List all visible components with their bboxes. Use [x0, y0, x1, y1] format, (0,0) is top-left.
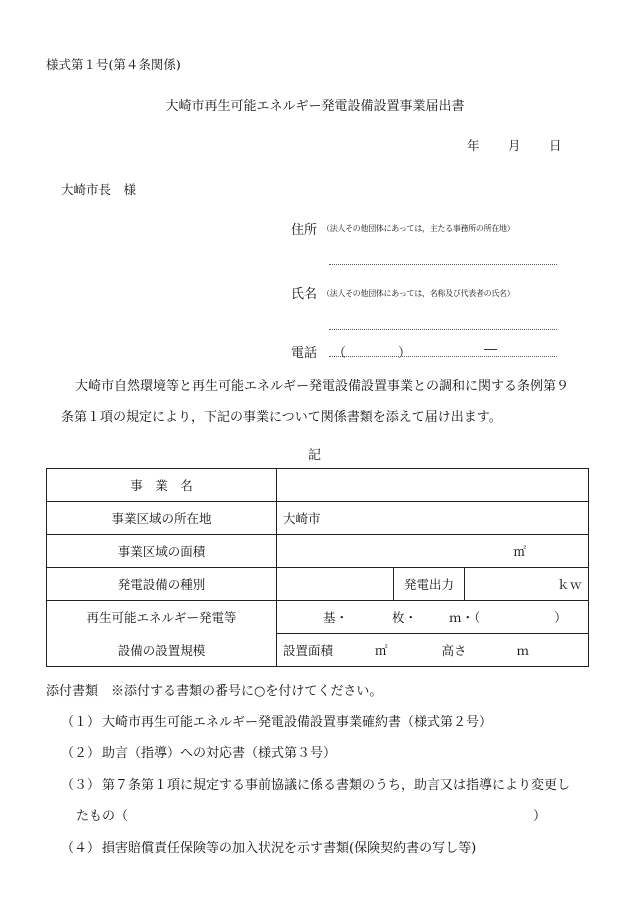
scale-m-unit: ｍ・（ [449, 610, 481, 625]
table-row [47, 601, 589, 634]
name-field[interactable] [329, 329, 557, 330]
form-number: 様式第１号(第４条関係) [46, 57, 181, 72]
equipment-type-label: 発電設備の種別 [47, 568, 277, 601]
table-row [47, 502, 589, 535]
attachment-3-number[interactable]: （３） [61, 778, 101, 793]
output-label: 発電出力 [394, 568, 465, 601]
area-label: 事業区域の面積 [47, 535, 277, 568]
address-label: 住所 [291, 223, 318, 238]
scale-label-line2: 設備の設置規模 [47, 634, 277, 667]
date-month-label: 月 [508, 138, 521, 153]
body-line-2: 条第１項の規定により，下記の事業について関係書類を添えて届け出ます。 [61, 410, 502, 425]
equipment-type-field[interactable] [277, 568, 394, 601]
scale-label-line1: 再生可能エネルギー発電等 [47, 601, 277, 634]
attachment-4-text: 損害賠償責任保険等の加入状況を示す書類(保険契約書の写し等) [102, 841, 477, 856]
height-unit: ｍ [516, 643, 530, 658]
table-row [47, 469, 589, 502]
ki-label: 記 [308, 448, 322, 463]
scale-sheets-unit: 枚・ [392, 610, 418, 625]
area-unit: ㎡ [513, 544, 526, 559]
scale-close-paren: ） [554, 610, 567, 625]
address-field[interactable] [329, 264, 557, 265]
attachment-3-text: 第７条第１項に規定する事前協議に係る書類のうち，助言又は指導により変更し [102, 778, 571, 793]
name-note: （法人その他団体にあっては，名称及び代表者の氏名） [322, 289, 515, 298]
body-line-1: 大崎市自然環境等と再生可能エネルギー発電設備設置事業との調和に関する条例第９ [75, 379, 570, 394]
attachment-3-continuation: たもの（ [76, 809, 129, 824]
business-name-label: 事 業 名 [47, 469, 277, 502]
table-row [47, 568, 589, 601]
date-day-label: 日 [549, 138, 562, 153]
install-area-unit: ㎡ [375, 643, 388, 658]
install-area-label: 設置面積 [283, 643, 334, 658]
table-row [47, 535, 589, 568]
date-year-label: 年 [467, 138, 480, 153]
attachments-heading: 添付書類 ※添付する書類の番号に○を付けてください。 [46, 684, 383, 699]
name-label: 氏名 [291, 287, 318, 302]
location-field[interactable]: 大崎市 [277, 502, 589, 535]
attachment-3-close-paren: ） [533, 809, 547, 824]
document-title: 大崎市再生可能エネルギー発電設備設置事業届出書 [165, 99, 465, 114]
scale-count-field[interactable] [277, 601, 589, 634]
attachment-1-number[interactable]: （１） [61, 715, 101, 730]
business-details-table [46, 468, 589, 667]
address-note: （法人その他団体にあっては，主たる事務所の所在地） [322, 224, 515, 233]
phone-field[interactable] [329, 356, 557, 357]
phone-close-paren: ） [398, 346, 412, 361]
scale-area-height-field[interactable] [277, 634, 589, 667]
height-label: 高さ [441, 643, 467, 658]
output-field[interactable] [465, 568, 589, 601]
phone-open-paren: （ [333, 346, 347, 361]
attachment-2-text: 助言（指導）への対応書（様式第３号） [102, 746, 337, 761]
business-name-field[interactable] [277, 469, 589, 502]
attachment-2-number[interactable]: （２） [61, 746, 101, 761]
phone-label: 電話 [291, 346, 318, 361]
table-row [47, 634, 589, 667]
output-unit: ｋｗ [556, 577, 582, 592]
attachment-4-number[interactable]: （４） [61, 841, 101, 856]
phone-dash: ― [484, 342, 497, 357]
attachment-1-text: 大崎市再生可能エネルギー発電設備設置事業確約書（様式第２号） [102, 715, 493, 730]
location-label: 事業区域の所在地 [47, 502, 277, 535]
area-field[interactable] [277, 535, 589, 568]
addressee: 大崎市長 様 [61, 182, 137, 197]
scale-base-unit: 基・ [323, 610, 349, 625]
